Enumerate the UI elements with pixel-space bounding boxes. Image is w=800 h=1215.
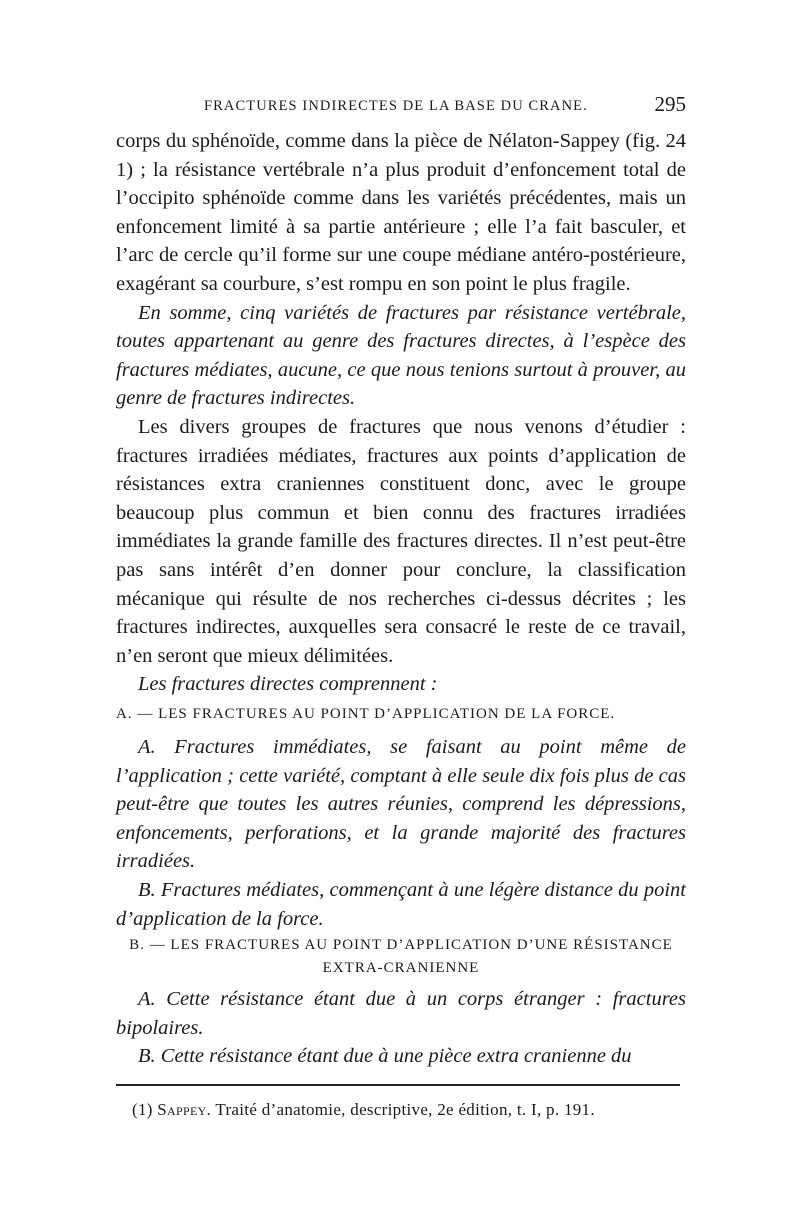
page-header xyxy=(116,92,686,122)
page-number: 295 xyxy=(654,92,686,116)
running-title: FRACTURES INDIRECTES DE LA BASE DU CRANE. xyxy=(204,98,588,114)
list-item: A. Cette résistance étant due à un corps étranger : fractures bipolaires. xyxy=(116,988,686,1039)
section-a-list xyxy=(116,733,686,933)
section-heading-b-line2: EXTRA-CRANIENNE xyxy=(322,960,480,976)
footnote-author: Sappey. xyxy=(157,1100,212,1119)
footnote-marker: (1) xyxy=(132,1100,153,1119)
footnote-text: Traité d’anatomie, descriptive, 2e édition, t. I, p. 191. xyxy=(215,1100,595,1119)
main-text xyxy=(116,127,686,699)
list-item: B. Fractures médiates, commençant à une légère distance du point d’application de la force. xyxy=(116,878,686,930)
list-item: B. Cette résistance étant due à une pièce extra cranienne du xyxy=(138,1045,632,1068)
footnote xyxy=(132,1100,692,1120)
section-heading-a: A. — LES FRACTURES AU POINT D’APPLICATION DE LA FORCE. xyxy=(116,706,616,722)
list-item: A. Fractures immédiates, se faisant au point même de l’application ; cette variété, comptant à elle seule dix fois plus de cas peut-être que toutes les autres réunies, comprend les dépressions, enfoncements, perforations, et la grande majorité des fractures irradiées. xyxy=(116,736,686,873)
paragraph-classification: Les divers groupes de fractures que nous venons d’étudier : fractures irradiées médiates, fractures aux points d’application de résistances extra craniennes constituent donc, avec le groupe beaucoup plus commun et bien connu des fractures irradiées immédiates la grande famille des fractures directes. Il n’est peut-être pas sans intérêt d’en donner pour conclure, la classification mécanique qui résulte de nos recherches ci-dessus décrites ; les fractures indirectes, auxquelles sera consacré le reste de ce travail, n’en seront que mieux délimitées. xyxy=(116,415,686,667)
section-heading-b-line1: B. — LES FRACTURES AU POINT D’APPLICATION D’UNE RÉSISTANCE xyxy=(129,937,673,953)
section-b-list xyxy=(116,985,686,1071)
paragraph-intro-list: Les fractures directes comprennent : xyxy=(138,673,438,696)
footnote-rule xyxy=(116,1084,680,1086)
paragraph-summary: En somme, cinq variétés de fractures par résistance vertébrale, toutes appartenant au genre des fractures directes, à l’espèce des fractures médiates, aucune, ce que nous tenions surtout à prouver, au genre de fractures indirectes. xyxy=(116,301,686,410)
paragraph-continuation: corps du sphénoïde, comme dans la pièce de Nélaton-Sappey (fig. 24 1) ; la résistance vertébrale n’a plus produit d’enfoncement total de l’occipito sphénoïde comme dans les variétés précédentes, mais un enfoncement limité à sa partie antérieure ; elle l’a fait basculer, et l’arc de cercle qu’il forme sur une coupe médiane antéro-postérieure, exagérant sa courbure, s’est rompu en son point le plus fragile. xyxy=(116,130,686,295)
section-heading-b xyxy=(116,937,686,977)
